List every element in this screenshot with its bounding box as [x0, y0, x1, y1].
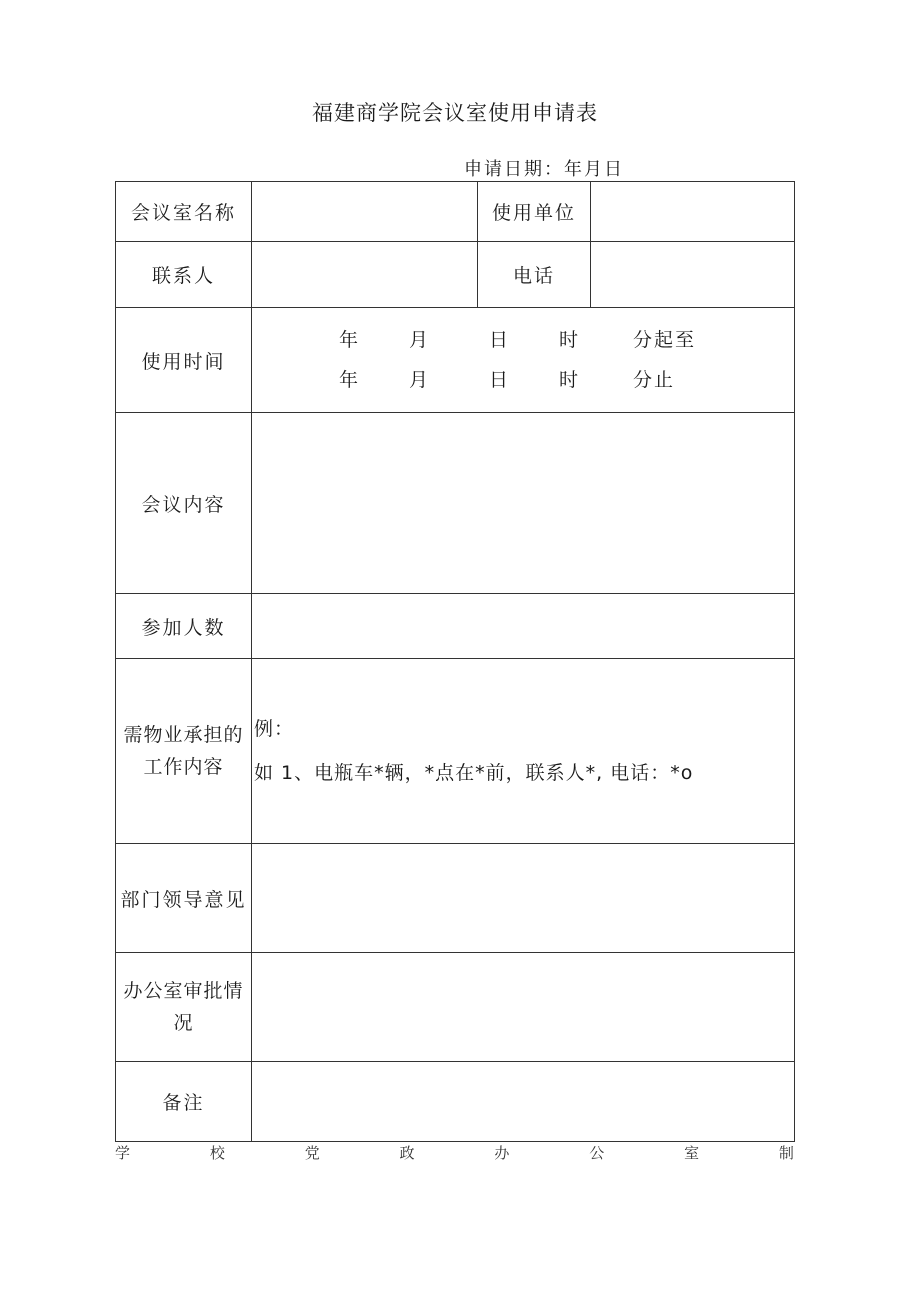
- end-month-unit: 月: [409, 369, 431, 391]
- end-year-unit: 年: [339, 369, 361, 391]
- form-title: 福建商学院会议室使用申请表: [312, 101, 598, 125]
- usage-time-field[interactable]: [252, 308, 795, 413]
- office-approval-label-line1: 办公室审批情: [123, 980, 244, 1002]
- row-property-work: [116, 659, 795, 844]
- start-day-unit: 日: [489, 329, 511, 351]
- start-hour-unit: 时: [559, 329, 581, 351]
- footer-char: 党: [304, 1144, 320, 1162]
- row-attendees: [116, 594, 795, 659]
- footer-char: 办: [494, 1144, 510, 1162]
- footer-char: 政: [399, 1144, 415, 1162]
- footer-char: 公: [589, 1144, 605, 1162]
- row-meeting-content: [116, 413, 795, 594]
- end-day-unit: 日: [489, 369, 511, 391]
- footer-char: 学: [115, 1144, 131, 1162]
- contact-label: 联系人: [116, 242, 252, 308]
- phone-field[interactable]: [591, 242, 795, 308]
- meeting-content-field[interactable]: [252, 413, 795, 594]
- dept-opinion-field[interactable]: [252, 844, 795, 953]
- row-contact-phone: [116, 242, 795, 308]
- office-approval-label: [116, 953, 252, 1062]
- remarks-field[interactable]: [252, 1062, 795, 1142]
- phone-label: 电话: [478, 242, 591, 308]
- room-name-field[interactable]: [252, 182, 478, 242]
- end-minute-unit: 分止: [633, 369, 676, 391]
- property-work-label-line1: 需物业承担的: [123, 724, 244, 746]
- time-end-line: [252, 360, 794, 400]
- remarks-label: 备注: [116, 1062, 252, 1142]
- room-name-label: 会议室名称: [116, 182, 252, 242]
- application-form-table: [115, 181, 795, 1142]
- row-usage-time: [116, 308, 795, 413]
- property-work-label: [116, 659, 252, 844]
- end-hour-unit: 时: [559, 369, 581, 391]
- footer-char: 室: [684, 1144, 700, 1162]
- start-month-unit: 月: [409, 329, 431, 351]
- row-office-approval: [116, 953, 795, 1062]
- contact-field[interactable]: [252, 242, 478, 308]
- start-year-unit: 年: [339, 329, 361, 351]
- row-remarks: [116, 1062, 795, 1142]
- office-approval-label-line2: 况: [173, 1012, 194, 1034]
- row-dept-opinion: [116, 844, 795, 953]
- attendees-field[interactable]: [252, 594, 795, 659]
- row-room-unit: [116, 182, 795, 242]
- time-start-line: [252, 320, 794, 360]
- property-work-label-line2: 工作内容: [143, 756, 224, 778]
- property-work-field[interactable]: [252, 659, 795, 844]
- unit-field[interactable]: [591, 182, 795, 242]
- attendees-label: 参加人数: [116, 594, 252, 659]
- footer-char: 制: [778, 1144, 794, 1162]
- dept-opinion-label: 部门领导意见: [116, 844, 252, 953]
- example-prefix: 例：: [254, 718, 295, 740]
- example-text: 如 1、电瓶车*辆，*点在*前，联系人*, 电话：*o: [254, 762, 694, 784]
- office-approval-field[interactable]: [252, 953, 795, 1062]
- meeting-content-label: 会议内容: [116, 413, 252, 594]
- issuer-footer: [115, 1142, 794, 1163]
- unit-label: 使用单位: [478, 182, 591, 242]
- footer-char: 校: [209, 1144, 225, 1162]
- usage-time-label: 使用时间: [116, 308, 252, 413]
- start-minute-unit: 分起至: [633, 329, 697, 351]
- application-date: 申请日期：年月日: [464, 159, 624, 180]
